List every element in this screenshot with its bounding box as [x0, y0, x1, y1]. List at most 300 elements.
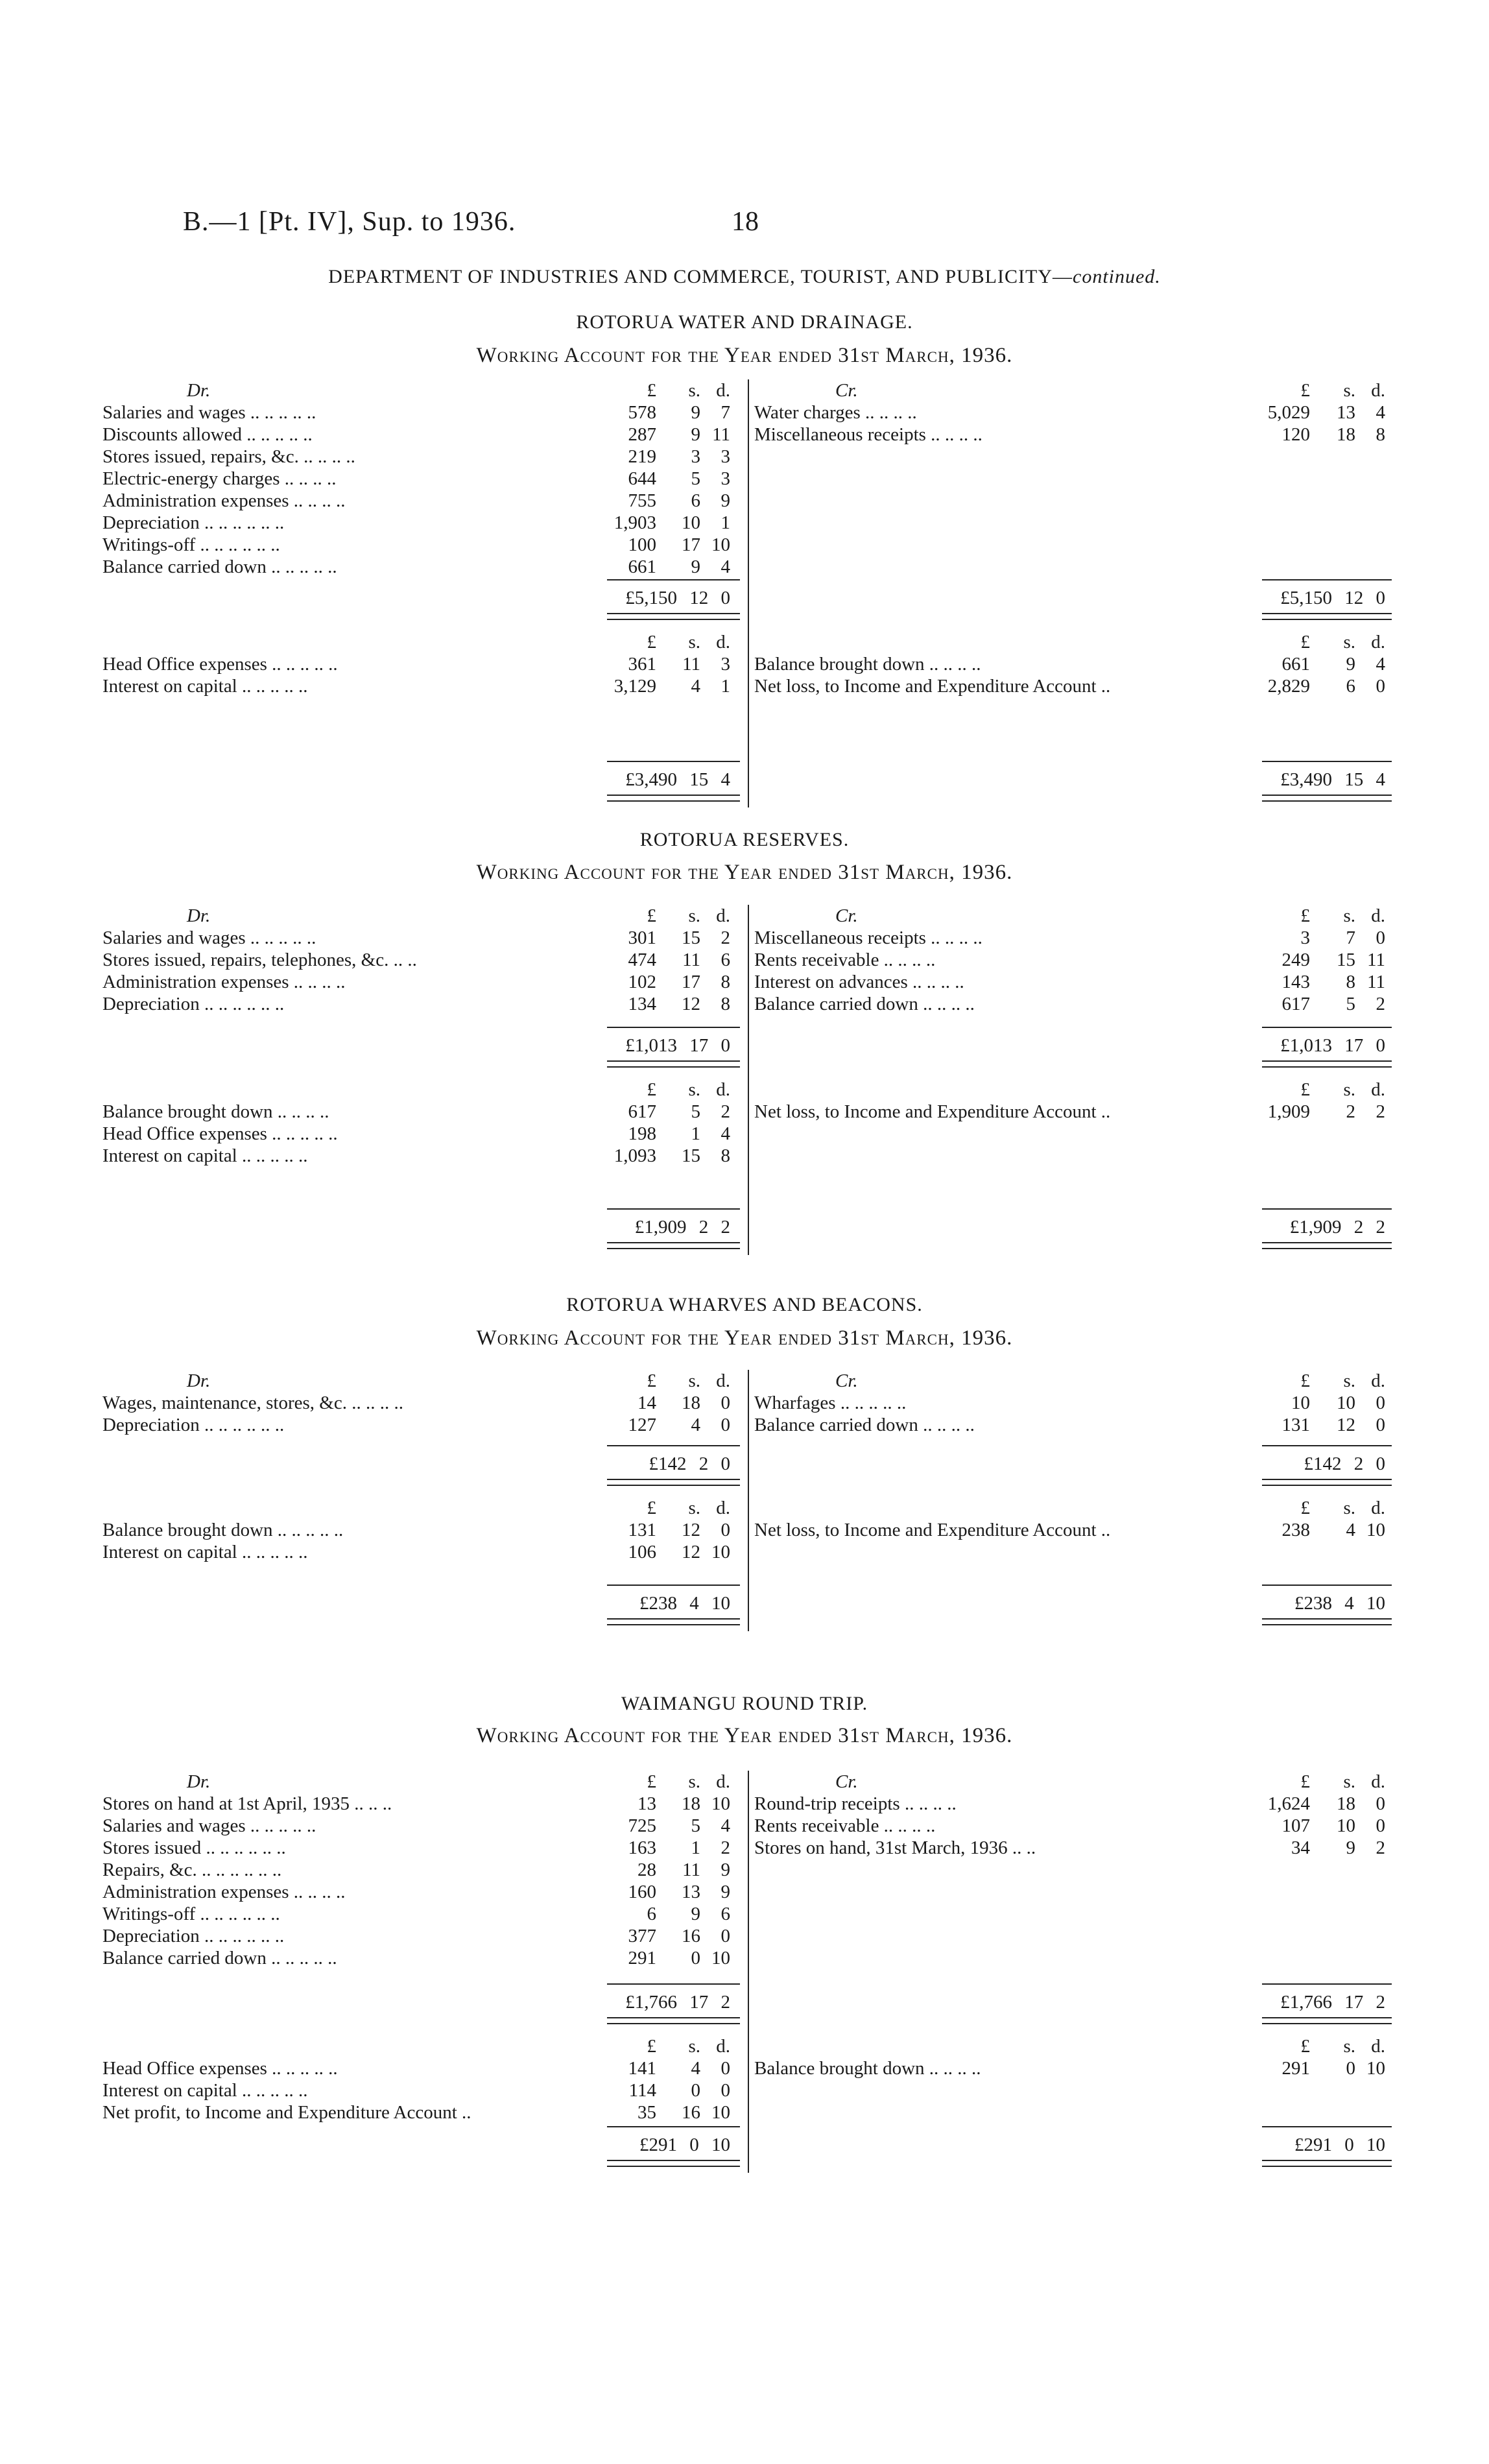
debit-item [102, 1123, 744, 1145]
total-value: £1,909 2 2 [1289, 1217, 1385, 1238]
item-label: Stores issued, repairs, &c. .. .. .. .. [102, 446, 355, 467]
item-label: Stores issued, repairs, telephones, &c. .. .. [102, 950, 417, 970]
pence-heading: d. [716, 1498, 730, 1518]
credit-item [754, 675, 1393, 697]
shillings-heading: s. [688, 380, 700, 401]
total-amount [102, 587, 744, 609]
total-double-rule [607, 1479, 740, 1486]
debit-item [102, 1881, 744, 1903]
item-label: Net profit, to Income and Expenditure Account .. [102, 2102, 471, 2123]
pence-value: 8 [721, 1145, 730, 1166]
total-value: £1,909 2 2 [634, 1217, 730, 1238]
shillings-value: 15 [682, 927, 700, 948]
shillings-heading: s. [688, 632, 700, 652]
debit-side [102, 905, 744, 1255]
pence-value: 2 [721, 1837, 730, 1858]
pounds-heading: £ [647, 1771, 656, 1792]
debit-item [102, 1903, 744, 1925]
pounds-value: 34 [1291, 1837, 1310, 1858]
total-double-rule [1262, 1060, 1392, 1068]
item-label: Administration expenses .. .. .. .. [102, 1882, 346, 1902]
debit-item [102, 653, 744, 675]
item-label: Discounts allowed .. .. .. .. .. [102, 424, 313, 445]
item-label: Balance brought down .. .. .. .. [102, 1101, 329, 1122]
item-label: Interest on capital .. .. .. .. .. [102, 1145, 308, 1166]
document-reference: B.—1 [Pt. IV], Sup. to 1936. [183, 207, 516, 237]
department-title [0, 266, 1489, 288]
item-label: Interest on capital .. .. .. .. .. [102, 2080, 308, 2101]
total-rule [607, 1983, 740, 1985]
total-rule [1262, 1983, 1392, 1985]
debit-item [102, 1859, 744, 1881]
item-label: Salaries and wages .. .. .. .. .. [102, 927, 316, 948]
pounds-heading: £ [647, 905, 656, 926]
shillings-value: 9 [691, 402, 700, 423]
total-double-rule [1262, 1242, 1392, 1249]
shillings-value: 7 [1346, 927, 1355, 948]
pounds-value: 5,029 [1267, 402, 1310, 423]
credit-item [754, 949, 1393, 971]
item-label: Writings-off .. .. .. .. .. .. [102, 1904, 280, 1924]
pence-value: 2 [1376, 1837, 1385, 1858]
debit-item [102, 556, 744, 578]
total-double-rule [1262, 1618, 1392, 1625]
pounds-value: 661 [628, 556, 656, 577]
pounds-value: 120 [1281, 424, 1310, 445]
pence-value: 3 [721, 468, 730, 489]
credit-side [754, 1370, 1393, 1631]
shillings-heading: s. [1343, 380, 1355, 401]
credit-item [754, 653, 1393, 675]
working-account [102, 1771, 1393, 2173]
total-value: £238 4 10 [639, 1593, 730, 1614]
item-label: Stores issued .. .. .. .. .. .. [102, 1837, 286, 1858]
pence-value: 9 [721, 1860, 730, 1880]
item-label: Administration expenses .. .. .. .. [102, 490, 346, 511]
debit-item [102, 468, 744, 490]
item-label: Wharfages .. .. .. .. .. [754, 1393, 907, 1413]
credit-item [754, 993, 1393, 1015]
credit-subheading [754, 1497, 1393, 1519]
shillings-value: 5 [1346, 994, 1355, 1014]
pounds-value: 301 [628, 927, 656, 948]
item-label: Round-trip receipts .. .. .. .. [754, 1793, 957, 1814]
shillings-value: 12 [682, 994, 700, 1014]
total-rule [1262, 579, 1392, 580]
item-label: Balance brought down .. .. .. .. [754, 654, 981, 675]
shillings-value: 18 [682, 1793, 700, 1814]
total-rule [607, 1585, 740, 1586]
shillings-value: 17 [682, 972, 700, 992]
credit-item [754, 1392, 1393, 1414]
shillings-value: 13 [1337, 402, 1355, 423]
pence-value: 0 [1376, 1793, 1385, 1814]
total-rule [607, 1445, 740, 1446]
credit-subheading [754, 1079, 1393, 1101]
shillings-value: 4 [691, 2058, 700, 2079]
shillings-heading: s. [688, 1498, 700, 1518]
debit-item [102, 446, 744, 468]
side-heading: Cr. [835, 1771, 858, 1792]
debit-item [102, 2057, 744, 2079]
debit-item [102, 512, 744, 534]
pence-value: 8 [1376, 424, 1385, 445]
debit-subheading [102, 1497, 744, 1519]
shillings-value: 6 [1346, 676, 1355, 697]
total-value: £238 4 10 [1294, 1593, 1385, 1614]
shillings-value: 15 [682, 1145, 700, 1166]
pence-heading: d. [716, 905, 730, 926]
shillings-value: 12 [682, 1542, 700, 1562]
total-rule [1262, 1208, 1392, 1210]
pounds-value: 578 [628, 402, 656, 423]
shillings-heading: s. [1343, 632, 1355, 652]
pounds-value: 219 [628, 446, 656, 467]
total-double-rule [607, 2017, 740, 2024]
item-label: Head Office expenses .. .. .. .. .. [102, 2058, 338, 2079]
item-label: Salaries and wages .. .. .. .. .. [102, 1815, 316, 1836]
total-double-rule [1262, 1479, 1392, 1486]
column-divider [748, 379, 749, 807]
item-label: Net loss, to Income and Expenditure Account .. [754, 1101, 1111, 1122]
total-value: £1,013 17 0 [625, 1035, 730, 1056]
working-account [102, 905, 1393, 1255]
total-double-rule [607, 1242, 740, 1249]
shillings-value: 4 [1346, 1520, 1355, 1540]
pence-value: 11 [1367, 950, 1385, 970]
total-rule [1262, 1027, 1392, 1028]
item-label: Head Office expenses .. .. .. .. .. [102, 654, 338, 675]
pence-value: 11 [1367, 972, 1385, 992]
pence-value: 0 [721, 1415, 730, 1435]
total-amount [754, 1991, 1393, 2013]
shillings-value: 5 [691, 1101, 700, 1122]
pounds-value: 131 [1281, 1415, 1310, 1435]
item-label: Balance brought down .. .. .. .. [754, 2058, 981, 2079]
shillings-heading: s. [688, 1771, 700, 1792]
pounds-heading: £ [1300, 1498, 1310, 1518]
item-label: Balance carried down .. .. .. .. .. [102, 556, 337, 577]
total-rule [607, 1027, 740, 1028]
item-label: Depreciation .. .. .. .. .. .. [102, 512, 285, 533]
pounds-value: 238 [1281, 1520, 1310, 1540]
pounds-value: 28 [637, 1860, 656, 1880]
pounds-value: 127 [628, 1415, 656, 1435]
debit-subheading [102, 1079, 744, 1101]
pounds-value: 1,093 [613, 1145, 656, 1166]
pounds-value: 10 [1291, 1393, 1310, 1413]
shillings-value: 9 [1346, 654, 1355, 675]
shillings-value: 12 [682, 1520, 700, 1540]
pence-value: 10 [711, 1542, 730, 1562]
total-amount [102, 1035, 744, 1057]
total-amount [754, 1453, 1393, 1475]
pence-heading: d. [1371, 1771, 1385, 1792]
credit-heading [754, 1771, 1393, 1793]
pence-value: 8 [721, 972, 730, 992]
total-double-rule [607, 1618, 740, 1625]
pence-value: 10 [711, 534, 730, 555]
pence-heading: d. [1371, 632, 1385, 652]
item-label: Depreciation .. .. .. .. .. .. [102, 1415, 285, 1435]
debit-item [102, 1541, 744, 1563]
total-rule [607, 761, 740, 762]
item-label: Balance carried down .. .. .. .. .. [102, 1948, 337, 1968]
pounds-value: 134 [628, 994, 656, 1014]
department-title-text: DEPARTMENT OF INDUSTRIES AND COMMERCE, TOURIST, AND PUBLICITY— [328, 266, 1073, 287]
pounds-value: 100 [628, 534, 656, 555]
credit-heading [754, 905, 1393, 927]
shillings-heading: s. [1343, 1370, 1355, 1391]
total-double-rule [607, 613, 740, 620]
credit-item [754, 927, 1393, 949]
total-value: £1,766 17 2 [625, 1992, 730, 2013]
shillings-value: 18 [1337, 1793, 1355, 1814]
pence-heading: d. [1371, 1370, 1385, 1391]
page-number: 18 [732, 207, 759, 237]
pounds-value: 3 [1300, 927, 1310, 948]
pounds-heading: £ [1300, 632, 1310, 652]
working-account [102, 379, 1393, 807]
debit-side [102, 1370, 744, 1631]
shillings-value: 10 [1337, 1393, 1355, 1413]
pence-value: 10 [711, 2102, 730, 2123]
credit-item [754, 1837, 1393, 1859]
pence-value: 4 [1376, 402, 1385, 423]
shillings-value: 2 [1346, 1101, 1355, 1122]
pence-heading: d. [1371, 380, 1385, 401]
pounds-value: 2,829 [1267, 676, 1310, 697]
total-double-rule [607, 1060, 740, 1068]
total-value: £1,766 17 2 [1280, 1992, 1385, 2013]
credit-item [754, 1519, 1393, 1541]
item-label: Salaries and wages .. .. .. .. .. [102, 402, 316, 423]
pounds-value: 377 [628, 1926, 656, 1946]
credit-side [754, 379, 1393, 807]
total-rule [1262, 761, 1392, 762]
pounds-heading: £ [647, 1498, 656, 1518]
section-title: ROTORUA RESERVES. [639, 829, 850, 850]
pence-value: 0 [1376, 1815, 1385, 1836]
pence-value: 8 [721, 994, 730, 1014]
total-amount [102, 1991, 744, 2013]
debit-item [102, 2079, 744, 2101]
total-rule [607, 2126, 740, 2127]
pence-value: 0 [1376, 927, 1385, 948]
total-rule [607, 1208, 740, 1210]
column-divider [748, 905, 749, 1255]
item-label: Stores on hand, 31st March, 1936 .. .. [754, 1837, 1036, 1858]
pence-heading: d. [716, 632, 730, 652]
shillings-heading: s. [1343, 1079, 1355, 1100]
item-label: Depreciation .. .. .. .. .. .. [102, 1926, 285, 1946]
pence-heading: d. [716, 1370, 730, 1391]
pence-value: 2 [1376, 1101, 1385, 1122]
shillings-value: 16 [682, 2102, 700, 2123]
shillings-value: 9 [691, 424, 700, 445]
pence-value: 0 [1376, 676, 1385, 697]
pounds-value: 143 [1281, 972, 1310, 992]
shillings-heading: s. [1343, 905, 1355, 926]
section-subtitle: Working Account for the Year ended 31st March, 1936. [476, 1724, 1013, 1747]
debit-item [102, 675, 744, 697]
item-label: Wages, maintenance, stores, &c. .. .. .. .. [102, 1393, 403, 1413]
pounds-value: 725 [628, 1815, 656, 1836]
shillings-value: 9 [1346, 1837, 1355, 1858]
pence-value: 3 [721, 654, 730, 675]
total-double-rule [607, 795, 740, 802]
debit-item [102, 993, 744, 1015]
column-divider [748, 1771, 749, 2173]
item-label: Repairs, &c. .. .. .. .. .. .. [102, 1860, 282, 1880]
credit-item [754, 971, 1393, 993]
credit-side [754, 905, 1393, 1255]
debit-side [102, 1771, 744, 2173]
pence-heading: d. [1371, 2036, 1385, 2057]
debit-heading [102, 379, 744, 401]
shillings-value: 1 [691, 1123, 700, 1144]
pence-value: 0 [1376, 1393, 1385, 1413]
item-label: Interest on advances .. .. .. .. [754, 972, 964, 992]
debit-side [102, 379, 744, 807]
pounds-value: 287 [628, 424, 656, 445]
pence-value: 4 [721, 1815, 730, 1836]
shillings-value: 5 [691, 468, 700, 489]
pence-value: 2 [1376, 994, 1385, 1014]
pounds-heading: £ [1300, 380, 1310, 401]
pounds-value: 107 [1281, 1815, 1310, 1836]
total-amount [754, 2134, 1393, 2156]
debit-item [102, 1925, 744, 1947]
pence-value: 7 [721, 402, 730, 423]
total-amount [102, 1592, 744, 1614]
shillings-value: 8 [1346, 972, 1355, 992]
credit-item [754, 1793, 1393, 1815]
shillings-value: 12 [1337, 1415, 1355, 1435]
pounds-value: 6 [647, 1904, 656, 1924]
pence-heading: d. [716, 1079, 730, 1100]
shillings-value: 6 [691, 490, 700, 511]
debit-item [102, 401, 744, 424]
total-rule [1262, 1445, 1392, 1446]
pence-value: 0 [721, 1520, 730, 1540]
item-label: Net loss, to Income and Expenditure Account .. [754, 676, 1111, 697]
shillings-value: 18 [682, 1393, 700, 1413]
pounds-heading: £ [1300, 2036, 1310, 2057]
total-value: £142 2 0 [1304, 1453, 1385, 1474]
pounds-value: 474 [628, 950, 656, 970]
working-account [102, 1370, 1393, 1631]
debit-item [102, 490, 744, 512]
debit-item [102, 1793, 744, 1815]
pounds-value: 361 [628, 654, 656, 675]
debit-heading [102, 1771, 744, 1793]
debit-heading [102, 1370, 744, 1392]
pence-value: 6 [721, 950, 730, 970]
pence-value: 10 [1366, 1520, 1385, 1540]
pounds-value: 35 [637, 2102, 656, 2123]
pounds-value: 131 [628, 1520, 656, 1540]
credit-item [754, 2057, 1393, 2079]
pounds-value: 291 [1281, 2058, 1310, 2079]
shillings-value: 0 [691, 2080, 700, 2101]
column-divider [748, 1370, 749, 1631]
section-subtitle: Working Account for the Year ended 31st March, 1936. [476, 1326, 1013, 1350]
pounds-heading: £ [1300, 1370, 1310, 1391]
pounds-value: 617 [628, 1101, 656, 1122]
pounds-value: 198 [628, 1123, 656, 1144]
debit-item [102, 927, 744, 949]
debit-item [102, 1145, 744, 1167]
debit-subheading [102, 2035, 744, 2057]
debit-item [102, 1519, 744, 1541]
pounds-value: 141 [628, 2058, 656, 2079]
shillings-value: 10 [682, 512, 700, 533]
total-double-rule [1262, 2017, 1392, 2024]
section-subtitle: Working Account for the Year ended 31st March, 1936. [476, 861, 1013, 884]
credit-heading [754, 1370, 1393, 1392]
pence-value: 2 [721, 927, 730, 948]
debit-item [102, 1392, 744, 1414]
shillings-value: 4 [691, 676, 700, 697]
item-label: Administration expenses .. .. .. .. [102, 972, 346, 992]
section-title: WAIMANGU ROUND TRIP. [621, 1693, 868, 1714]
debit-item [102, 534, 744, 556]
credit-item [754, 401, 1393, 424]
shillings-value: 0 [691, 1948, 700, 1968]
pence-heading: d. [1371, 1079, 1385, 1100]
shillings-heading: s. [1343, 1771, 1355, 1792]
debit-item [102, 1837, 744, 1859]
item-label: Writings-off .. .. .. .. .. .. [102, 534, 280, 555]
shillings-value: 18 [1337, 424, 1355, 445]
debit-item [102, 949, 744, 971]
pounds-heading: £ [647, 2036, 656, 2057]
item-label: Balance carried down .. .. .. .. [754, 1415, 975, 1435]
credit-subheading [754, 2035, 1393, 2057]
debit-subheading [102, 631, 744, 653]
pounds-value: 661 [1281, 654, 1310, 675]
item-label: Interest on capital .. .. .. .. .. [102, 1542, 308, 1562]
item-label: Electric-energy charges .. .. .. .. [102, 468, 337, 489]
pounds-value: 644 [628, 468, 656, 489]
debit-item [102, 1414, 744, 1436]
shillings-heading: s. [688, 2036, 700, 2057]
pounds-value: 617 [1281, 994, 1310, 1014]
side-heading: Cr. [835, 1370, 858, 1391]
section-title: ROTORUA WATER AND DRAINAGE. [576, 311, 913, 333]
debit-item [102, 1947, 744, 1969]
total-amount [754, 1216, 1393, 1238]
pounds-value: 163 [628, 1837, 656, 1858]
pence-value: 4 [721, 1123, 730, 1144]
section-title: ROTORUA WHARVES AND BEACONS. [566, 1294, 923, 1315]
pounds-heading: £ [647, 380, 656, 401]
pounds-heading: £ [647, 632, 656, 652]
shillings-value: 4 [691, 1415, 700, 1435]
side-heading: Cr. [835, 380, 858, 401]
section-subtitle: Working Account for the Year ended 31st March, 1936. [476, 344, 1013, 367]
total-rule [607, 579, 740, 580]
credit-side [754, 1771, 1393, 2173]
credit-item [754, 424, 1393, 446]
shillings-value: 17 [682, 534, 700, 555]
debit-item [102, 1101, 744, 1123]
pence-heading: d. [716, 1771, 730, 1792]
pence-heading: d. [716, 380, 730, 401]
total-amount [102, 2134, 744, 2156]
item-label: Stores on hand at 1st April, 1935 .. .. .. [102, 1793, 392, 1814]
